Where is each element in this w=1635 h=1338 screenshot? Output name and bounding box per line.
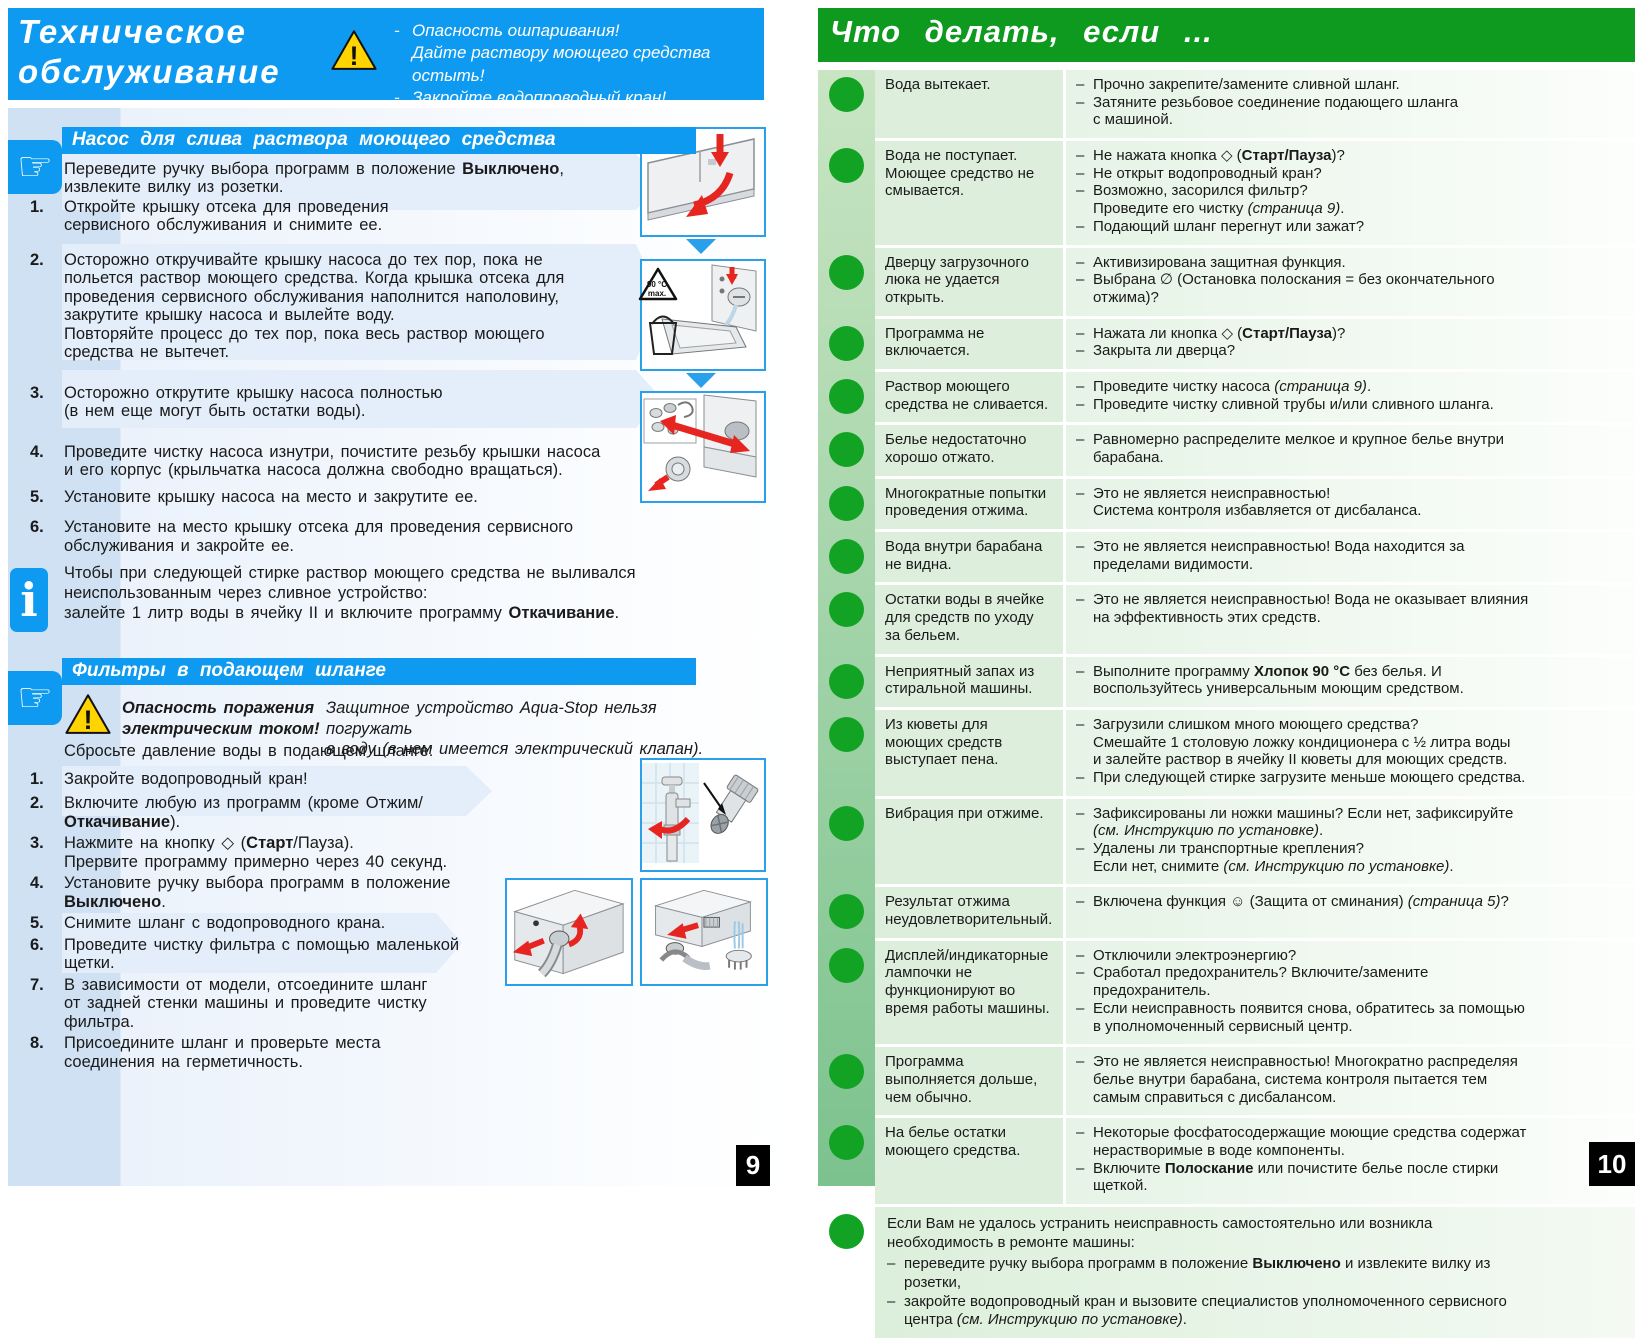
solution-item: – При следующей стирке загрузите меньше моющего средства. [1076,768,1526,786]
section-title-filters: Фильтры в подающем шланге [62,658,696,685]
filter-steps-list [8,770,528,1074]
trouble-row [875,585,1635,656]
pump-section-intro: Переведите ручку выбора программ в положение Выключено, извлеките вилку из розетки. [64,160,564,197]
solution-item: – Равномерно распределите мелкое и крупное белье внутри барабана. [1076,431,1505,466]
page-number-left: 9 [736,1145,770,1186]
header-warning-text [394,20,764,110]
step-item [8,794,528,831]
step-item [8,936,528,973]
filter-section-lead: Сбросьте давление воды в подающем шланге: [64,742,434,760]
solution-item: – Включена функция ☺ (Защита от сминания) (страница 5)? [1076,893,1509,911]
bullet-circle [829,255,864,290]
solution-cell [1063,585,1635,653]
pointing-hand-icon: ☞ [8,140,62,194]
down-arrow-icon [686,239,716,254]
solution-item: – Отключили электроэнергию? [1076,946,1297,964]
step-text: Включите любую из программ (кроме Отжим/Откачивание). [64,794,423,831]
trouble-row [875,141,1635,247]
pointing-hand-icon: ☞ [8,671,62,725]
step-item [8,251,660,362]
solution-item: – Не открыт водопроводный кран? [1076,164,1322,182]
trouble-row [875,425,1635,478]
problem-cell: Вода вытекает. [875,70,1063,138]
bullet-circle [829,717,864,752]
solution-item: – Не нажата кнопка ◇ (Старт/Пауза)? [1076,147,1345,165]
step-text: В зависимости от модели, отсоедините шланг от задней стенки машины и проведите чистку фильтра. [64,975,428,1031]
trouble-row [875,479,1635,532]
svg-text:!: ! [83,703,93,735]
solution-item: – Это не является неисправностью! Вода находится за пределами видимости. [1076,538,1465,573]
green-strip [818,70,875,1186]
solution-item: – Возможно, засорился фильтр? Проведите его чистку (страница 9). [1076,182,1345,218]
page-number-right: 10 [1589,1142,1635,1186]
step-number: 4. [30,442,44,461]
warning-triangle-icon [330,28,378,73]
step-text: Осторожно откручивайте крышку насоса до тех пор, пока не польется раствор моющего средства. Когда крышка отсека для проведения сервисного обслуживания наполнится наполовину, закрутите крышку насоса и вылейте воду. Повторяйте процесс до тех пор, пока весь раствор моющего средства не вытечет. [64,250,565,362]
trouble-row [875,887,1635,940]
bullet-circle [829,1054,864,1089]
solution-item: – Это не является неисправностью! Вода не оказывает влияния на эффективность этих средств. [1076,591,1529,627]
step-item [8,834,528,871]
solution-cell [1063,141,1635,244]
solution-item: – Это не является неисправностью! Система контроля избавляется от дисбаланса. [1076,484,1422,520]
step-text: Присоедините шланг и проверьте места соединения на герметичность. [64,1034,381,1071]
warning-line: - Закройте водопроводный кран! [394,88,667,108]
step-item [8,1034,528,1071]
solution-item: – Выполните программу Хлопок 90 °C без белья. И воспользуйтесь универсальным моющим средством. [1076,662,1464,698]
step-item [8,518,660,555]
step-number: 3. [30,834,44,853]
pump-steps-list [8,198,660,555]
solution-item: – Если неисправность появится снова, обратитесь за помощью в уполномоченный сервисный центр. [1076,999,1525,1035]
trouble-row [875,319,1635,372]
step-item [8,914,528,932]
solution-item: – Подающий шланг перегнут или зажат? [1076,217,1365,235]
problem-cell: Вода внутри барабана не видна. [875,532,1063,582]
solution-item: – Закрыта ли дверца? [1076,342,1236,360]
left-page-header [8,8,764,108]
solution-item: – Проведите чистку насоса (страница 9). [1076,377,1372,395]
step-number: 1. [30,198,44,216]
step-number: 6. [30,935,44,954]
solution-cell [1063,1118,1635,1204]
solution-item: – Некоторые фосфатосодержащие моющие средства содержат нерастворимые в воде компоненты. [1076,1124,1527,1159]
step-text: Закройте водопроводный кран! [64,770,308,788]
step-item [8,384,660,421]
step-item [8,874,528,911]
bullet-circle [829,326,864,361]
problem-cell: Результат отжима неудовлетворительный. [875,887,1063,937]
solution-item: – Нажата ли кнопка ◇ (Старт/Пауза)? [1076,324,1346,342]
bullet-circle [829,1214,864,1249]
electric-shock-warning-title: Опасность поражения электрическим током! [122,699,320,738]
info-icon: i [10,568,48,632]
solution-item: – Проведите чистку сливной трубы и/или сливного шланга. [1076,395,1494,413]
solution-item: – Сработал предохранитель? Включите/замените предохранитель. [1076,964,1429,1000]
filter-brush-illustration [640,878,768,986]
problem-cell: Остатки воды в ячейке для средств по уходу за бельем. [875,585,1063,653]
trouble-row [875,1047,1635,1118]
svg-text:!: ! [349,39,359,71]
footer-item: – закройте водопроводный кран и вызовите специалистов уполномоченного сервисного центра (см. Инструкцию по установке). [887,1292,1507,1329]
aqua-stop-warning-text: Защитное устройство Aqua-Stop нельзя погружать в воду (в нем имеется электрический клапан). [326,699,704,759]
step-text: Нажмите на кнопку ◇ (Старт/Пауза). Прервите программу примерно через 40 секунд. [64,834,448,871]
step-text: Установите на место крышку отсека для проведения сервисного обслуживания и закройте ее. [64,518,574,555]
solution-cell [1063,799,1635,885]
step-text: Осторожно открутите крышку насоса полностью (в нем еще могут быть остатки воды). [64,383,443,421]
trouble-row [875,532,1635,585]
page-left-maintenance [8,8,795,1186]
step-text: Установите ручку выбора программ в положение Выключено. [64,874,451,911]
bullet-circle [829,379,864,414]
trouble-row [875,941,1635,1047]
solution-item: – Активизирована защитная функция. [1076,253,1346,271]
step-text: Установите крышку насоса на место и закрутите ее. [64,487,478,506]
down-arrow-icon [686,373,716,388]
bullet-circle [829,486,864,521]
step-item [8,976,528,1031]
problem-cell: Из кюветы для моющих средств выступает пена. [875,710,1063,796]
problem-cell: Белье недостаточно хорошо отжато. [875,425,1063,475]
problem-cell: Вода не поступает. Моющее средство не смывается. [875,141,1063,244]
step-text: Проведите чистку фильтра с помощью маленькой щетки. [64,935,460,973]
trouble-row [875,70,1635,141]
solution-cell [1063,479,1635,529]
step-number: 3. [30,383,44,402]
step-number: 5. [30,914,44,933]
trouble-row [875,1118,1635,1207]
bullet-circle [829,948,864,983]
solution-cell [1063,319,1635,369]
footer-intro: Если Вам не удалось устранить неисправность самостоятельно или возникла необходимость в ремонте машины: [887,1215,1433,1251]
step-text: Снимите шланг с водопроводного крана. [64,914,386,933]
step-number: 5. [30,487,44,506]
problem-cell: Программа выполняется дольше, чем обычно. [875,1047,1063,1115]
step-item [8,488,660,506]
info-note: Чтобы при следующей стирке раствор моющего средства не выливался неиспользованным через сливное устройство: залейте 1 литр воды в ячейку II и включите программу Откачивание. [64,564,636,622]
drain-tray-illustration [640,259,766,371]
solution-cell [1063,710,1635,796]
solution-cell [1063,1047,1635,1115]
step-number: 1. [30,770,44,788]
page-right-troubleshooting [818,8,1635,1329]
trouble-row [875,799,1635,888]
step-number: 2. [30,794,44,813]
step-number: 7. [30,975,44,994]
problem-cell: Дисплей/индикаторные лампочки не функционируют во время работы машины. [875,941,1063,1044]
tap-filter-illustration [640,758,766,872]
problem-cell: Раствор моющего средства не сливается. [875,372,1063,422]
solution-cell [1063,425,1635,475]
problem-cell: Вибрация при отжиме. [875,799,1063,885]
solution-cell [1063,248,1635,316]
trouble-row [875,710,1635,799]
bullet-circle [829,806,864,841]
solution-item: – Включите Полоскание или почистите белье после стирки щеткой. [1076,1159,1499,1195]
solution-cell [1063,887,1635,937]
page-title: Техническое обслуживание [18,13,281,90]
bullet-circle [829,539,864,574]
problem-cell: На белье остатки моющего средства. [875,1118,1063,1204]
trouble-row [875,657,1635,710]
bullet-circle [829,77,864,112]
problem-cell: Дверцу загрузочного люка не удается открыть. [875,248,1063,316]
pump-clean-illustration [640,391,766,503]
solution-cell [1063,532,1635,582]
problem-cell: Неприятный запах из стиральной машины. [875,657,1063,707]
service-footer [875,1207,1635,1338]
solution-item: – Это не является неисправностью! Многократно распределяя белье внутри барабана, система контроля пытается тем самым справиться с дисбалансом. [1076,1053,1518,1106]
troubleshooting-table [818,70,1635,1329]
hose-back-illustration [505,878,633,986]
solution-cell [1063,372,1635,422]
step-item [8,770,528,788]
step-item [8,198,660,235]
warning-triangle-icon [64,692,112,737]
problem-cell: Многократные попытки проведения отжима. [875,479,1063,529]
solution-item: – Выбрана ∅ (Остановка полоскания = без окончательного отжима)? [1076,271,1495,306]
step-number: 6. [30,518,44,537]
trouble-row [875,248,1635,319]
section-title-pump: Насос для слива раствора моющего средства [62,127,696,154]
solution-item: – Прочно закрепите/замените сливной шланг. [1076,76,1400,93]
solution-cell [1063,70,1635,138]
step-number: 4. [30,874,44,893]
solution-item: – Затяните резьбовое соединение подающего шланга с машиной. [1076,93,1459,129]
warning-line: - Опасность ошпаривания! Дайте раствору моющего средства остыть! [394,21,711,85]
svg-text:90 °C: 90 °C [646,280,668,289]
trouble-row [875,372,1635,425]
solution-item: – Загрузили слишком много моющего средства? Смешайте 1 столовую ложку кондиционера с ½ литра воды и залейте раствор в ячейку II кюветы для моющих средств. [1076,715,1511,769]
step-number: 8. [30,1034,44,1053]
step-text: Откройте крышку отсека для проведения сервисного обслуживания и снимите ее. [64,198,389,235]
trouble-rows [875,70,1635,1329]
step-number: 2. [30,250,44,269]
svg-text:max.: max. [647,289,667,298]
problem-cell: Программа не включается. [875,319,1063,369]
solution-cell [1063,657,1635,707]
troubleshooting-title: Что делать, если ... [818,8,1635,62]
step-item [8,443,660,480]
solution-item: – Зафиксированы ли ножки машины? Если нет, зафиксируйте (см. Инструкцию по установке). [1076,804,1514,840]
solution-cell [1063,941,1635,1044]
bullet-circle [829,664,864,699]
bullet-circle [829,148,864,183]
step-text: Проведите чистку насоса изнутри, почистите резьбу крышки насоса и его корпус (крыльчатка насоса должна свободно вращаться). [64,442,601,480]
solution-item: – Удалены ли транспортные крепления? Если нет, снимите (см. Инструкцию по установке). [1076,840,1454,875]
footer-item: – переведите ручку выбора программ в положение Выключено и извлеките вилку из розетки, [887,1254,1491,1291]
